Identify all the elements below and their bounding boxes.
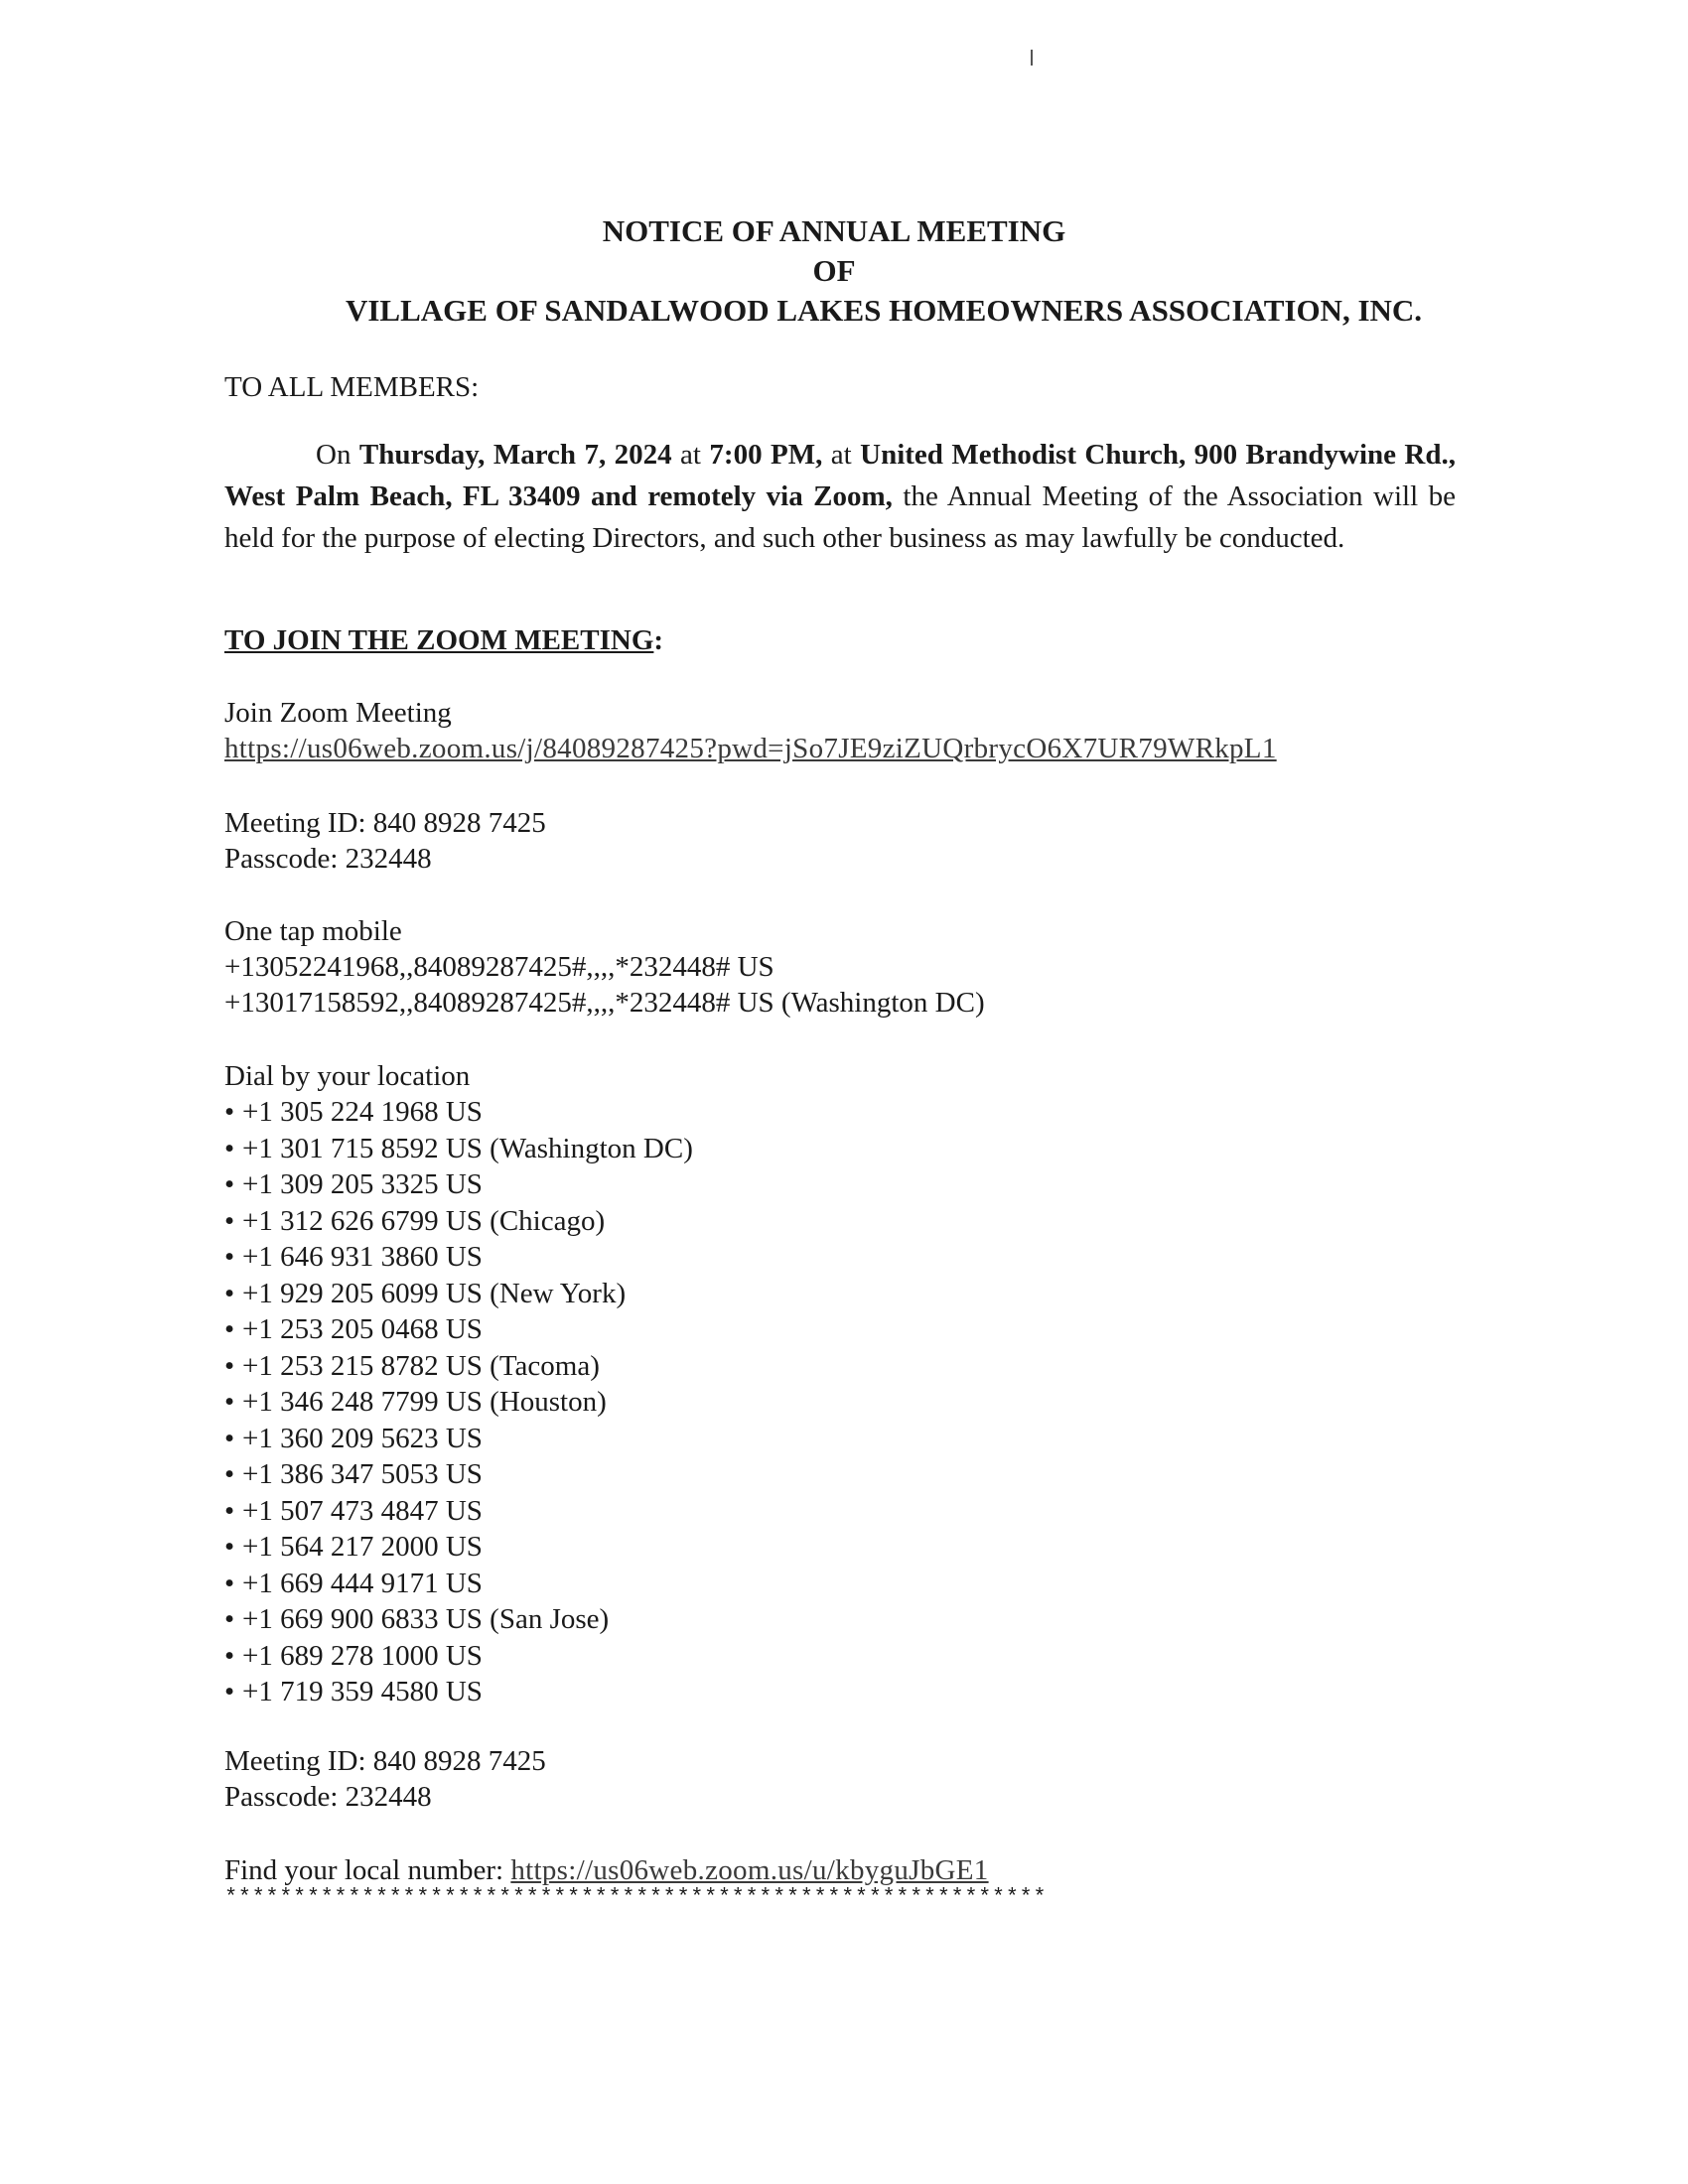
dial-number: +1 669 444 9171 US [242, 1567, 483, 1599]
dial-number: +1 360 209 5623 US [242, 1422, 483, 1454]
meeting-location: United Methodist Church, 900 Brandywine Rd., West Palm Beach, FL 33409 and remotely via Zoom, [224, 439, 1457, 512]
dial-number: +1 253 205 0468 US [242, 1313, 483, 1345]
one-tap-label: One tap mobile [224, 915, 402, 947]
local-number-label: Find your local number: [224, 1854, 511, 1886]
title-line-2: OF [812, 253, 856, 288]
one-tap-number-2: +13017158592,,84089287425#,,,,*232448# US (Washington DC) [224, 987, 985, 1019]
dial-number-list [224, 1094, 693, 1710]
join-link-row [224, 731, 1277, 766]
meeting-id-2: Meeting ID: 840 8928 7425 [224, 1745, 546, 1777]
dial-number: +1 301 715 8592 US (Washington DC) [242, 1132, 693, 1164]
list-item: • +1 253 215 8782 US (Tacoma) [224, 1349, 600, 1382]
list-item: • +1 929 205 6099 US (New York) [224, 1277, 627, 1309]
passcode-1: Passcode: 232448 [224, 843, 432, 875]
dial-number: +1 689 278 1000 US [242, 1639, 483, 1672]
dial-number: +1 929 205 6099 US (New York) [242, 1277, 627, 1309]
asterisk-divider: ************************************************************ [224, 1885, 1048, 1910]
one-tap-number-1: +13052241968,,84089287425#,,,,*232448# US [224, 951, 774, 983]
list-item: • +1 669 444 9171 US [224, 1567, 483, 1599]
intro-text-3: at [822, 439, 861, 471]
zoom-heading-text: TO JOIN THE ZOOM MEETING [224, 624, 654, 656]
zoom-heading-colon: : [653, 624, 664, 656]
passcode-2: Passcode: 232448 [224, 1781, 432, 1813]
title-line-1: NOTICE OF ANNUAL MEETING [602, 213, 1066, 248]
dial-number: +1 646 931 3860 US [242, 1241, 483, 1273]
dial-number: +1 346 248 7799 US (Houston) [242, 1386, 607, 1418]
dial-number: +1 507 473 4847 US [242, 1494, 483, 1527]
dial-number: +1 564 217 2000 US [242, 1531, 483, 1563]
dial-number: +1 305 224 1968 US [242, 1096, 483, 1128]
list-item: • +1 309 205 3325 US [224, 1168, 483, 1200]
meeting-date: Thursday, March 7, 2024 [358, 439, 672, 471]
intro-paragraph [224, 434, 1456, 559]
list-item: • +1 689 278 1000 US [224, 1639, 483, 1672]
meeting-time: 7:00 PM, [709, 439, 823, 471]
join-label: Join Zoom Meeting [224, 697, 452, 729]
intro-text-2: at [671, 439, 710, 471]
dial-number: +1 309 205 3325 US [242, 1168, 483, 1200]
local-number-row [224, 1852, 989, 1888]
list-item: • +1 305 224 1968 US [224, 1096, 483, 1128]
dial-number: +1 719 359 4580 US [242, 1676, 483, 1707]
meeting-id-1: Meeting ID: 840 8928 7425 [224, 807, 546, 839]
intro-text-1: On [316, 439, 359, 471]
list-item: • +1 253 205 0468 US [224, 1313, 483, 1345]
list-item: • +1 564 217 2000 US [224, 1531, 483, 1563]
zoom-heading [224, 622, 663, 658]
list-item: • +1 507 473 4847 US [224, 1494, 483, 1527]
local-number-link[interactable]: https://us06web.zoom.us/u/kbyguJbGE1 [510, 1854, 989, 1886]
list-item: • +1 301 715 8592 US (Washington DC) [224, 1132, 693, 1164]
list-item: • +1 719 359 4580 US [224, 1676, 483, 1707]
dial-number: +1 312 626 6799 US (Chicago) [242, 1204, 606, 1237]
scan-mark [1031, 50, 1033, 66]
list-item: • +1 346 248 7799 US (Houston) [224, 1386, 607, 1418]
list-item: • +1 386 347 5053 US [224, 1458, 483, 1490]
list-item: • +1 312 626 6799 US (Chicago) [224, 1204, 606, 1237]
dial-number: +1 253 215 8782 US (Tacoma) [242, 1349, 600, 1382]
list-item: • +1 646 931 3860 US [224, 1241, 483, 1273]
join-link[interactable]: https://us06web.zoom.us/j/84089287425?pwd=jSo7JE9ziZUQrbrycO6X7UR79WRkpL1 [224, 733, 1277, 764]
list-item: • +1 360 209 5623 US [224, 1422, 483, 1454]
dial-label: Dial by your location [224, 1060, 471, 1092]
salutation: TO ALL MEMBERS: [224, 371, 480, 403]
title-line-3: VILLAGE OF SANDALWOOD LAKES HOMEOWNERS ASSOCIATION, INC. [345, 293, 1423, 328]
list-item: • +1 669 900 6833 US (San Jose) [224, 1603, 610, 1635]
intro-text-4: the Annual Meeting of the Association will be held for the purpose of electing Directors, and such other business as may lawfully be conducted. [224, 480, 1456, 554]
dial-number: +1 386 347 5053 US [242, 1458, 483, 1490]
dial-number: +1 669 900 6833 US (San Jose) [242, 1603, 610, 1635]
